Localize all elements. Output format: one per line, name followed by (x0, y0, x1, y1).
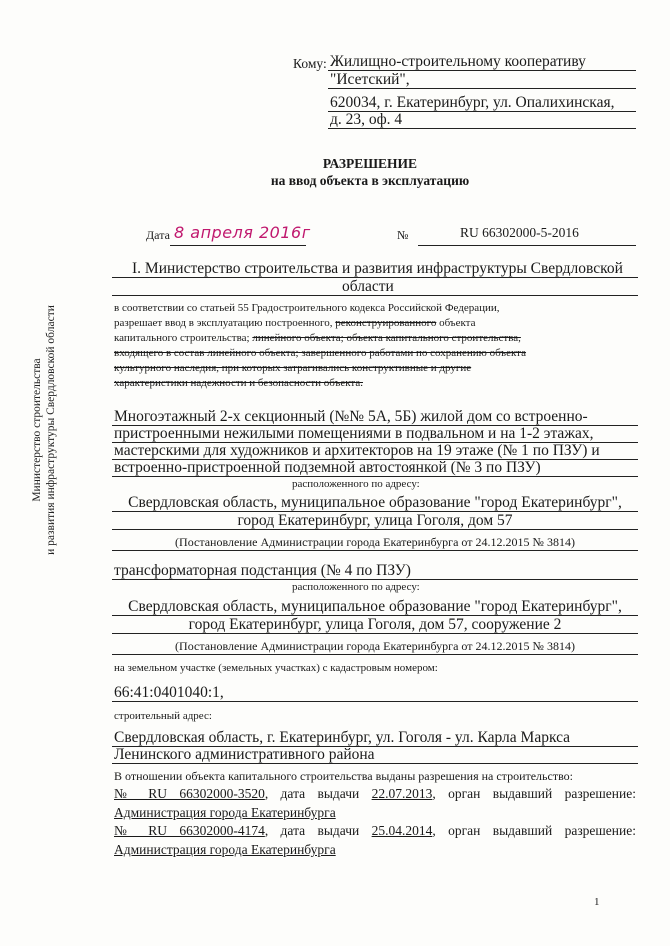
underline (328, 128, 636, 129)
side-stamp-line1: Министерство строительства (31, 358, 43, 502)
object1-address-2: город Екатеринбург, улица Гоголя, дом 57 (237, 512, 513, 529)
object2-address-1: Свердловская область, муниципальное образование "город Екатеринбург", (128, 598, 622, 615)
side-stamp (30, 260, 58, 600)
object1-line-2: пристроенными нежилыми помещениями в подвальном и на 1-2 этажах, (114, 425, 594, 442)
document-title: РАЗРЕШЕНИЕ (322, 156, 418, 171)
underline (112, 295, 638, 296)
underline (112, 654, 638, 655)
object2-line: трансформаторная подстанция (№ 4 по ПЗУ) (114, 562, 411, 579)
object1-line-4: встроенно-пристроенной подземной автостоянкой (№ 3 по ПЗУ) (114, 459, 541, 476)
object1-line-3: мастерскими для художников и архитекторов на 19 этаже (№ 1 по ПЗУ) и (114, 442, 600, 459)
object2-decree: (Постановление Администрации города Екатеринбурга от 24.12.2015 № 3814) (175, 639, 575, 653)
underline (112, 579, 638, 580)
object1-address-1: Свердловская область, муниципальное образование "город Екатеринбург", (128, 494, 622, 511)
addressee-line-3: 620034, г. Екатеринбург, ул. Опалихинская, (330, 94, 615, 111)
date-handwritten: 8 апреля 2016г (174, 223, 311, 242)
permit-text-line-6: характеристики надежности и безопасности объекта. (114, 377, 363, 389)
addressee-line-4: д. 23, оф. 4 (330, 111, 403, 128)
permit-text-line-5: культурного наследия, при которых затрагивались конструктивные и другие (114, 362, 472, 374)
object2-located-label: расположенного по адресу: (292, 581, 420, 593)
permit2-org: Администрация города Екатеринбурга (114, 842, 336, 857)
permit1-org: Администрация города Екатеринбурга (114, 805, 336, 820)
document-subtitle: на ввод объекта в эксплуатацию (270, 173, 470, 188)
underline (112, 633, 638, 634)
build-address-line-1: Свердловская область, г. Екатеринбург, ул. Гоголя - ул. Карла Маркса (114, 729, 571, 746)
object1-decree: (Постановление Администрации города Екатеринбурга от 24.12.2015 № 3814) (175, 535, 575, 549)
underline (112, 763, 638, 764)
ministry-line-2: области (342, 278, 394, 295)
number-label: № (397, 228, 409, 242)
permits-intro: В отношении объекта капитального строительства выданы разрешения на строительство: (114, 769, 574, 783)
ministry-line-1: I. Министерство строительства и развития инфраструктуры Свердловской (132, 260, 623, 277)
underline (112, 529, 638, 530)
addressee-label: Кому: (293, 56, 327, 71)
underline (112, 701, 638, 702)
underline (170, 245, 306, 246)
date-label: Дата (146, 228, 170, 242)
underline (328, 88, 636, 89)
permit2-line: № RU 66302000-4174, дата выдачи 25.04.2014, орган выдавший разрешение: (114, 823, 636, 838)
object2-address-2: город Екатеринбург, улица Гоголя, дом 57, сооружение 2 (188, 616, 562, 633)
permit1-line: № RU 66302000-3520, дата выдачи 22.07.2013, орган выдавший разрешение: (114, 786, 636, 801)
permit-text-line-3: капитального строительства; линейного объекта; объекта капитального строительства, (114, 332, 521, 344)
permit-text-line-1: в соответствии со статьей 55 Градостроительного кодекса Российской Федерации, (114, 302, 500, 314)
build-address-line-2: Ленинского административного района (114, 746, 375, 763)
addressee-line-2: "Исетский", (330, 71, 410, 88)
side-stamp-line2: и развития инфраструктуры Свердловской области (45, 305, 57, 555)
permit-text-line-2: разрешает ввод в эксплуатацию построенного, реконструированного объекта (114, 317, 476, 329)
underline (112, 476, 638, 477)
land-label: на земельном участке (земельных участках) с кадастровым номером: (114, 662, 438, 674)
object1-located-label: расположенного по адресу: (292, 478, 420, 490)
underline (418, 245, 636, 246)
permit-text-line-4: входящего в состав линейного объекта; завершенного работами по сохранению объекта (114, 347, 527, 359)
page-number: 1 (594, 896, 600, 908)
addressee-line-1: Жилищно-строительному кооперативу (330, 53, 586, 70)
underline (112, 550, 638, 551)
build-address-label: строительный адрес: (114, 710, 212, 722)
permit-number: RU 66302000-5-2016 (460, 225, 579, 240)
object1-line-1: Многоэтажный 2-х секционный (№№ 5А, 5Б) жилой дом со встроенно- (114, 408, 588, 425)
cadastral-number: 66:41:0401040:1, (114, 684, 224, 701)
